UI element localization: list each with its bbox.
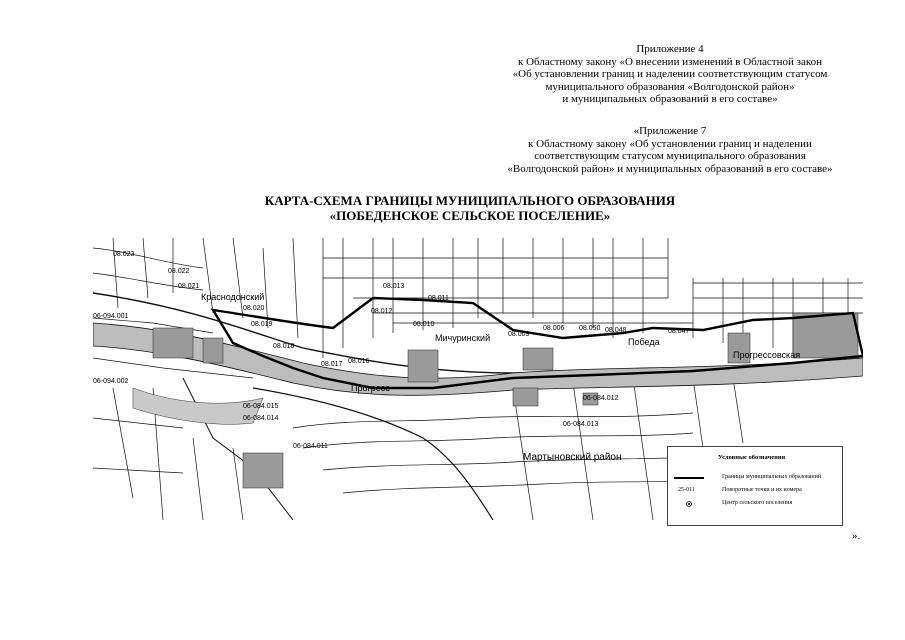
point-label: 08.013: [383, 283, 405, 290]
boundary-line-icon: [674, 475, 704, 481]
point-label: 08.006: [543, 325, 565, 332]
map-title: [180, 193, 760, 223]
map-title-line-2: «ПОБЕДЕНСКОЕ СЕЛЬСКОЕ ПОСЕЛЕНИЕ»: [329, 208, 611, 223]
header-line: «Приложение 7: [633, 125, 707, 137]
point-label: 06-084.011: [293, 443, 328, 450]
point-label: 08.017: [321, 361, 343, 368]
point-label: 08.018: [273, 343, 295, 350]
legend-label: Центр сельского поселения: [722, 500, 793, 506]
appendix-4-header: [460, 43, 880, 106]
header-line: и муниципальных образований в его составе»: [562, 93, 778, 105]
point-label: 06-084.015: [243, 403, 279, 410]
settlement-label: Прогрессовская: [733, 350, 801, 360]
point-label: 08.009: [508, 331, 530, 338]
point-label: 08.050: [579, 325, 601, 332]
turning-point-sample: 25-011: [678, 487, 695, 493]
legend-label: Поворотные точки и их номера: [722, 487, 802, 493]
legend-row-points: [668, 486, 842, 496]
legend-label: Границы муниципальных образований: [722, 474, 822, 480]
map-legend: [667, 446, 843, 526]
header-line: муниципального образования «Волгодонской район»: [545, 80, 795, 93]
settlement-label: Мартыновский район: [523, 452, 622, 463]
header-line: «Волгодонской район» и муниципальных образований в его составе»: [507, 162, 833, 175]
legend-title: Условные обозначения: [718, 454, 786, 461]
header-line: Приложение 4: [636, 43, 704, 55]
point-label: 06-084.012: [583, 395, 619, 402]
header-line: к Областному закону «Об установлении границ и наделении: [528, 137, 812, 150]
appendix-7-header: [460, 125, 880, 175]
point-label: 06-084.014: [243, 415, 279, 422]
point-label: 08.022: [168, 268, 190, 275]
point-label: 08.016: [348, 358, 370, 365]
settlement-center-icon: [674, 501, 704, 507]
settlement-label: Краснодонский: [201, 292, 265, 302]
closing-quote-mark: ».: [852, 530, 861, 542]
point-label: 06-094.001: [93, 313, 129, 320]
legend-row-center: [668, 499, 842, 509]
point-label: 08.019: [251, 321, 273, 328]
point-label: 08.011: [428, 295, 449, 302]
point-label: 08.020: [243, 305, 265, 312]
settlement-label: Мичуринский: [435, 333, 491, 343]
point-label: 08.048: [605, 327, 627, 334]
point-label: 06-094.002: [93, 378, 129, 385]
point-label: 06-084.013: [563, 421, 599, 428]
header-line: «Об установлении границ и наделении соответствующим статусом: [512, 68, 828, 80]
point-label: 08.010: [413, 321, 435, 328]
point-label: 08.012: [371, 308, 393, 315]
point-label: 08.023: [113, 251, 135, 258]
legend-row-boundary: [668, 473, 842, 483]
settlement-label: Прогресс: [351, 383, 390, 393]
header-line: к Областному закону «О внесении изменений в Областной закон: [518, 55, 822, 68]
point-label: 08.021: [178, 283, 200, 290]
point-label: 08.047: [668, 328, 690, 335]
map-title-line-1: КАРТА-СХЕМА ГРАНИЦЫ МУНИЦИПАЛЬНОГО ОБРАЗОВАНИЯ: [264, 193, 676, 208]
settlement-label: Победа: [628, 337, 660, 347]
header-line: соответствующим статусом муниципального образования: [534, 150, 806, 162]
